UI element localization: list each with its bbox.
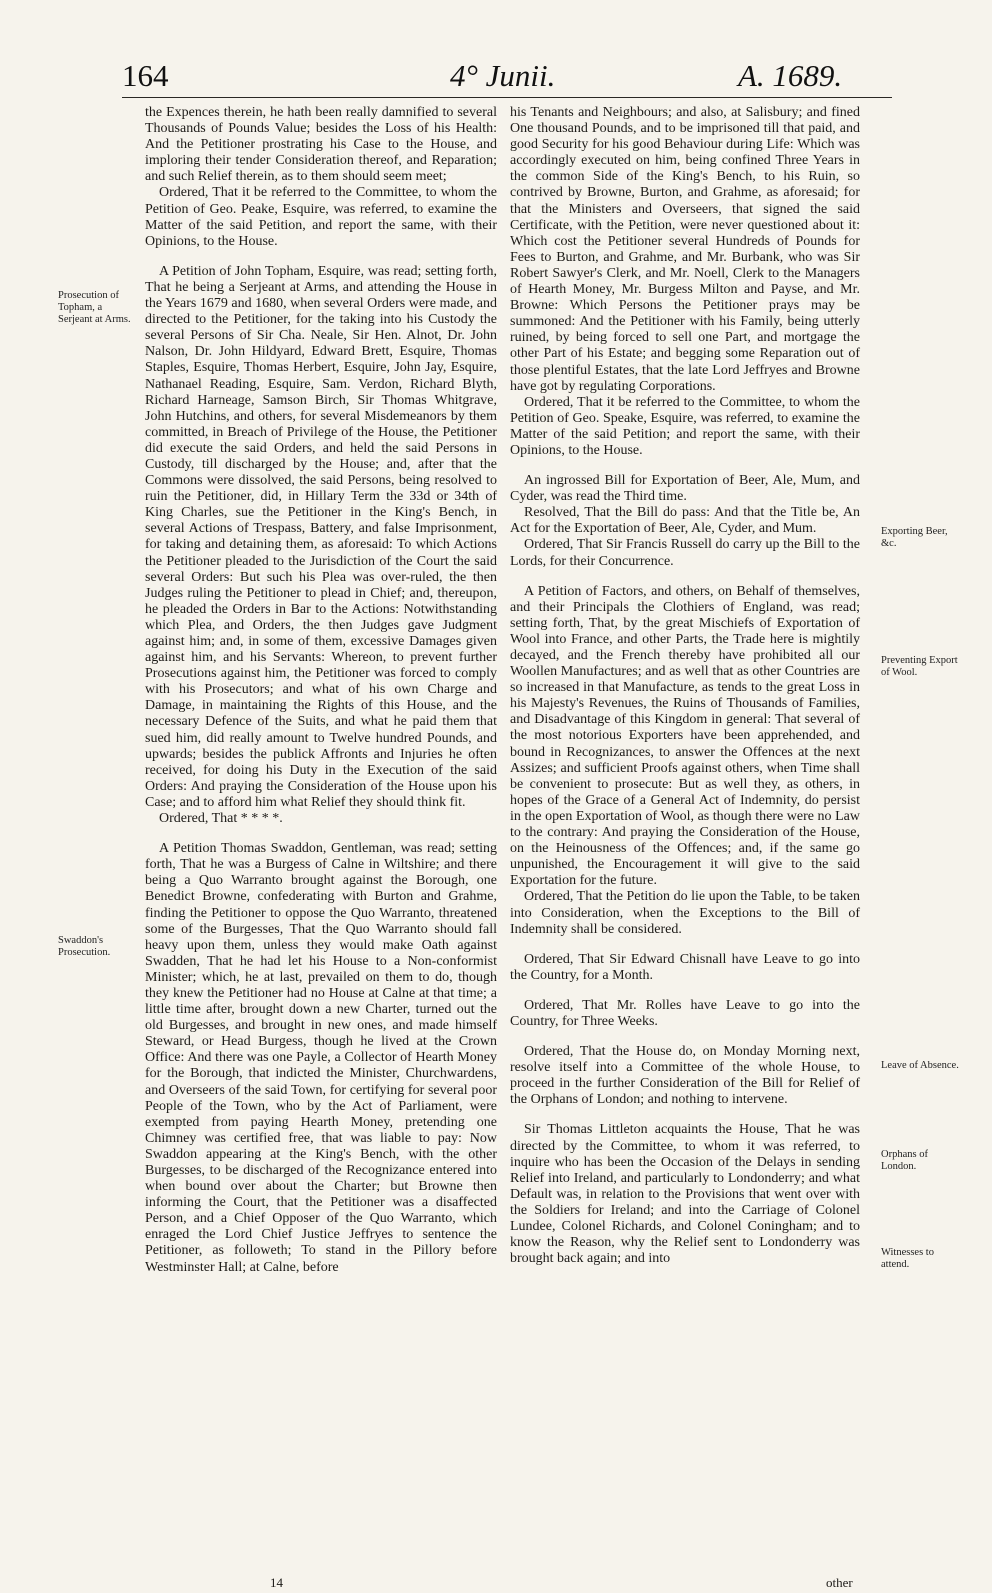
paragraph: Ordered, That it be referred to the Committee, to whom the Petition of Geo. Speake, Esquire, was referred, to examine the Matter of the said Petition; and report the same, with their Opinions, to the House. xyxy=(510,394,860,458)
margin-note-leave: Leave of Absence. xyxy=(881,1060,959,1071)
paragraph: his Tenants and Neighbours; and also, at Salisbury; and fined One thousand Pounds, and to be imprisoned till that paid, and good Security for his good Behaviour during Life: Which was accordingly executed on him, being confined Three Years in the common Side of the King's Bench, to his Ruin, so contrived by Browne, Burton, and Grahme, as aforesaid; for that the Ministers and Overseers, that signed the said Certificate, with the Petition, were never questioned about it: Which cost the Petitioner several Hundreds of Pounds for Fees to Burton, and Grahme, and Mr. Burbank, who was Sir Robert Sawyer's Clerk, and Mr. Noell, Clerk to the Managers of Hearth Money, Mr. Burgess Milton and Payse, and Mr. Browne: Which Persons the Petitioner prays may be summoned: And the Petitioner with his Family, being utterly ruined, by being forced to sell one Part, and mortgage the other Part of his Estate; and begging some Reparation out of those plentiful Estates, that the late Lord Jeffryes and Browne have got by regulating Corporations. xyxy=(510,105,860,394)
paragraph: Ordered, That the Petition do lie upon the Table, to be taken into Consideration, when the Exceptions to the Bill of Indemnity shall be considered. xyxy=(510,889,860,937)
left-column xyxy=(145,105,497,1276)
paragraph: Ordered, That Sir Edward Chisnall have Leave to go into the Country, for a Month. xyxy=(510,951,860,983)
page-number: 164 xyxy=(122,58,169,93)
paragraph: Ordered, That Mr. Rolles have Leave to go into the Country, for Three Weeks. xyxy=(510,997,860,1029)
paragraph: Ordered, That * * * *. xyxy=(159,811,283,827)
margin-note-swaddon: Swaddon's Prosecution. xyxy=(58,935,111,958)
header-rule xyxy=(122,97,892,98)
signature-mark: 14 xyxy=(270,1575,283,1590)
paragraph: An ingrossed Bill for Exportation of Beer, Ale, Mum, and Cyder, was read the Third time. xyxy=(510,473,860,505)
paragraph: Sir Thomas Littleton acquaints the House, That he was directed by the Committee, to whom it was referred, to inquire who has been the Occasion of the Delays in sending Relief into Ireland, and particularly to Londonderry; and what Default was, in relation to the Provisions that went over with the Soldiers for Ireland; and into the Carriage of Colonel Lundee, Colonel Richards, and Colonel Coningham; and to know the Reason, why the Relief sent to Londonderry was brought back again; and into xyxy=(510,1122,860,1267)
page-date: 4° Junii. xyxy=(450,58,556,93)
margin-note-topham: Prosecution of Topham, a Serjeant at Arms. xyxy=(58,290,131,325)
page-year: A. 1689. xyxy=(738,58,843,93)
paragraph: A Petition of John Topham, Esquire, was read; setting forth, That he being a Serjeant at Arms, and attending the House in the Years 1679 and 1680, when several Orders were made, and directed to the Petitioner, for the taking into his Custody the several Persons of Sir Cha. Neale, Sir Hen. Alnot, Dr. John Nalson, Dr. John Hildyard, Edward Brett, Esquire, Thomas Staples, Esquire, Thomas Herbert, Esquire, John Jay, Esquire, Nathanael Reading, Esquire, Sam. Verdon, Richard Blyth, Richard Harneage, Samson Birch, Sir Thomas Whitgrave, John Hutchins, and others, for several Misdemeanors by them committed, in Breach of Privilege of the House, the Petitioner did execute the said Orders, and held the said Persons in Custody, till discharged by the House; and, after that the Commons were dissolved, the said Persons, being resolved to ruin the Petitioner, did, in Hillary Term the 33d or 34th of King Charles, sue the Petitioner in the King's Bench, in several Actions of Trespass, Battery, and false Imprisonment, for taking and detaining them, as aforesaid: To which Actions the Petitioner pleaded to the Jurisdiction of the Court the said several Orders: But such his Plea was over-ruled, the then Judges ruling the Petitioner to plead in Chief; and, thereupon, he pleaded the Orders in Bar to the Actions: Notwithstanding which Plea, and Orders, the then Judges gave Judgment against him; and, in some of them, excessive Damages given against him, and his Servants: Whereon, to prevent further Prosecutions against him, the Petitioner was forced to comply with his Prosecutors; and what of his own Charge and Damage, in maintaining the Rights of this House, and the necessary Defence of the Suits, and what he paid them that sued him, did really amount to Twelve hundred Pounds, and upwards; besides the publick Affronts and Injuries he often received, for doing his Duty in the Execution of the said Orders: And praying the Consideration of the House upon his Case; and to afford him what Relief they should think fit. xyxy=(145,263,497,810)
paragraph: A Petition Thomas Swaddon, Gentleman, was read; setting forth, That he was a Burgess of Calne in Wiltshire; and there being a Quo Warranto brought against the Borough, one Benedict Browne, confederating with Burton and Grahme, finding the Petitioner to oppose the Quo Warranto, threatened some of the Burgesses, That the Quo Warranto should fall heavy upon them, unless they would make Oath against Swadden, That he had let his House to a Non-conformist Minister; which, he at last, prevailed on them to do, though they knew the Petitioner had no House at Calne at that time; a little time after, brought down a new Charter, turned out the old Burgesses, and brought in new ones, and made himself Steward, or Head Burgess, though he lived at the Crown Office: And there was one Payle, a Collector of Hearth Money for the Borough, that indicted the Minister, Churchwardens, and Overseers of the said Town, for certifying for several poor People of the Town, who by the Act of Parliament, were exempted from paying Hearth Money, pretending one Chimney was certified free, that was liable to pay: Now Swaddon appearing at the King's Bench, with the other Burgesses, to be discharged of the Recognizance entered into when bound over about the Charter; but Browne then informing the Court, that the Petitioner was a disaffected Person, and a Chief Opposer of the Quo Warranto, which enraged the Lord Chief Justice Jeffryes to sentence the Petitioner, as followeth; To stand in the Pillory before Westminster Hall; at Calne, before xyxy=(145,841,497,1275)
margin-note-wool: Preventing Export of Wool. xyxy=(881,655,958,678)
paragraph: the Expences therein, he hath been really damnified to several Thousands of Pounds Value; besides the Loss of his Health: And the Petitioner prostrating his Case to the House, and imploring their tender Consideration thereof, and Reparation; and such Relief therein, as to them should seem meet; xyxy=(145,105,497,185)
paragraph: Ordered, That the House do, on Monday Morning next, resolve itself into a Committee of the whole House, to proceed in the further Consideration of the Bill for Relief of the Orphans of London; and nothing to intervene. xyxy=(510,1044,860,1108)
paragraph: A Petition of Factors, and others, on Behalf of themselves, and their Principals the Clothiers of England, was read; setting forth, That, by the great Mischiefs of Exportation of Wool into France, and other Parts, the Trade here is mightily decayed, and the French thereby have prohibited all our Woollen Manufactures; and as well that as other Countries are so increased in that Manufacture, as tends to the great Loss in his Majesty's Revenues, the Ruins of Thousands of Families, and Disadvantage of this Kingdom in general: That several of the most notorious Exporters have been apprehended, and bound in Recognizances, to answer the Offences at the next Assizes; and sufficient Proofs against others, when Time shall be convenient to prosecute: But as well they, as others, in hopes of the Grace of a General Act of Indemnity, do persist in the open Exportation of Wool, as though there were no Law to the contrary: And praying the Consideration of the House, on the Heinousness of the Offences; and, if the same go unpunished, the Encouragement it will give to the said Exportation for the future. xyxy=(510,583,860,889)
paragraph: Resolved, That the Bill do pass: And that the Title be, An Act for the Exportation of Beer, Ale, Cyder, and Mum. xyxy=(510,505,860,537)
margin-note-exporting: Exporting Beer, &c. xyxy=(881,526,948,549)
paragraph: Ordered, That Sir Francis Russell do carry up the Bill to the Lords, for their Concurrence. xyxy=(510,537,860,569)
margin-note-witnesses: Witnesses to attend. xyxy=(881,1247,934,1270)
paragraph: Ordered, That it be referred to the Committee, to whom the Petition of Geo. Peake, Esquire, was referred, to examine the Matter of the said Petition, and report the same, with their Opinions, to the House. xyxy=(145,185,497,249)
right-column xyxy=(510,105,860,1267)
margin-note-orphans: Orphans of London. xyxy=(881,1149,928,1172)
catchword: other xyxy=(826,1575,853,1590)
